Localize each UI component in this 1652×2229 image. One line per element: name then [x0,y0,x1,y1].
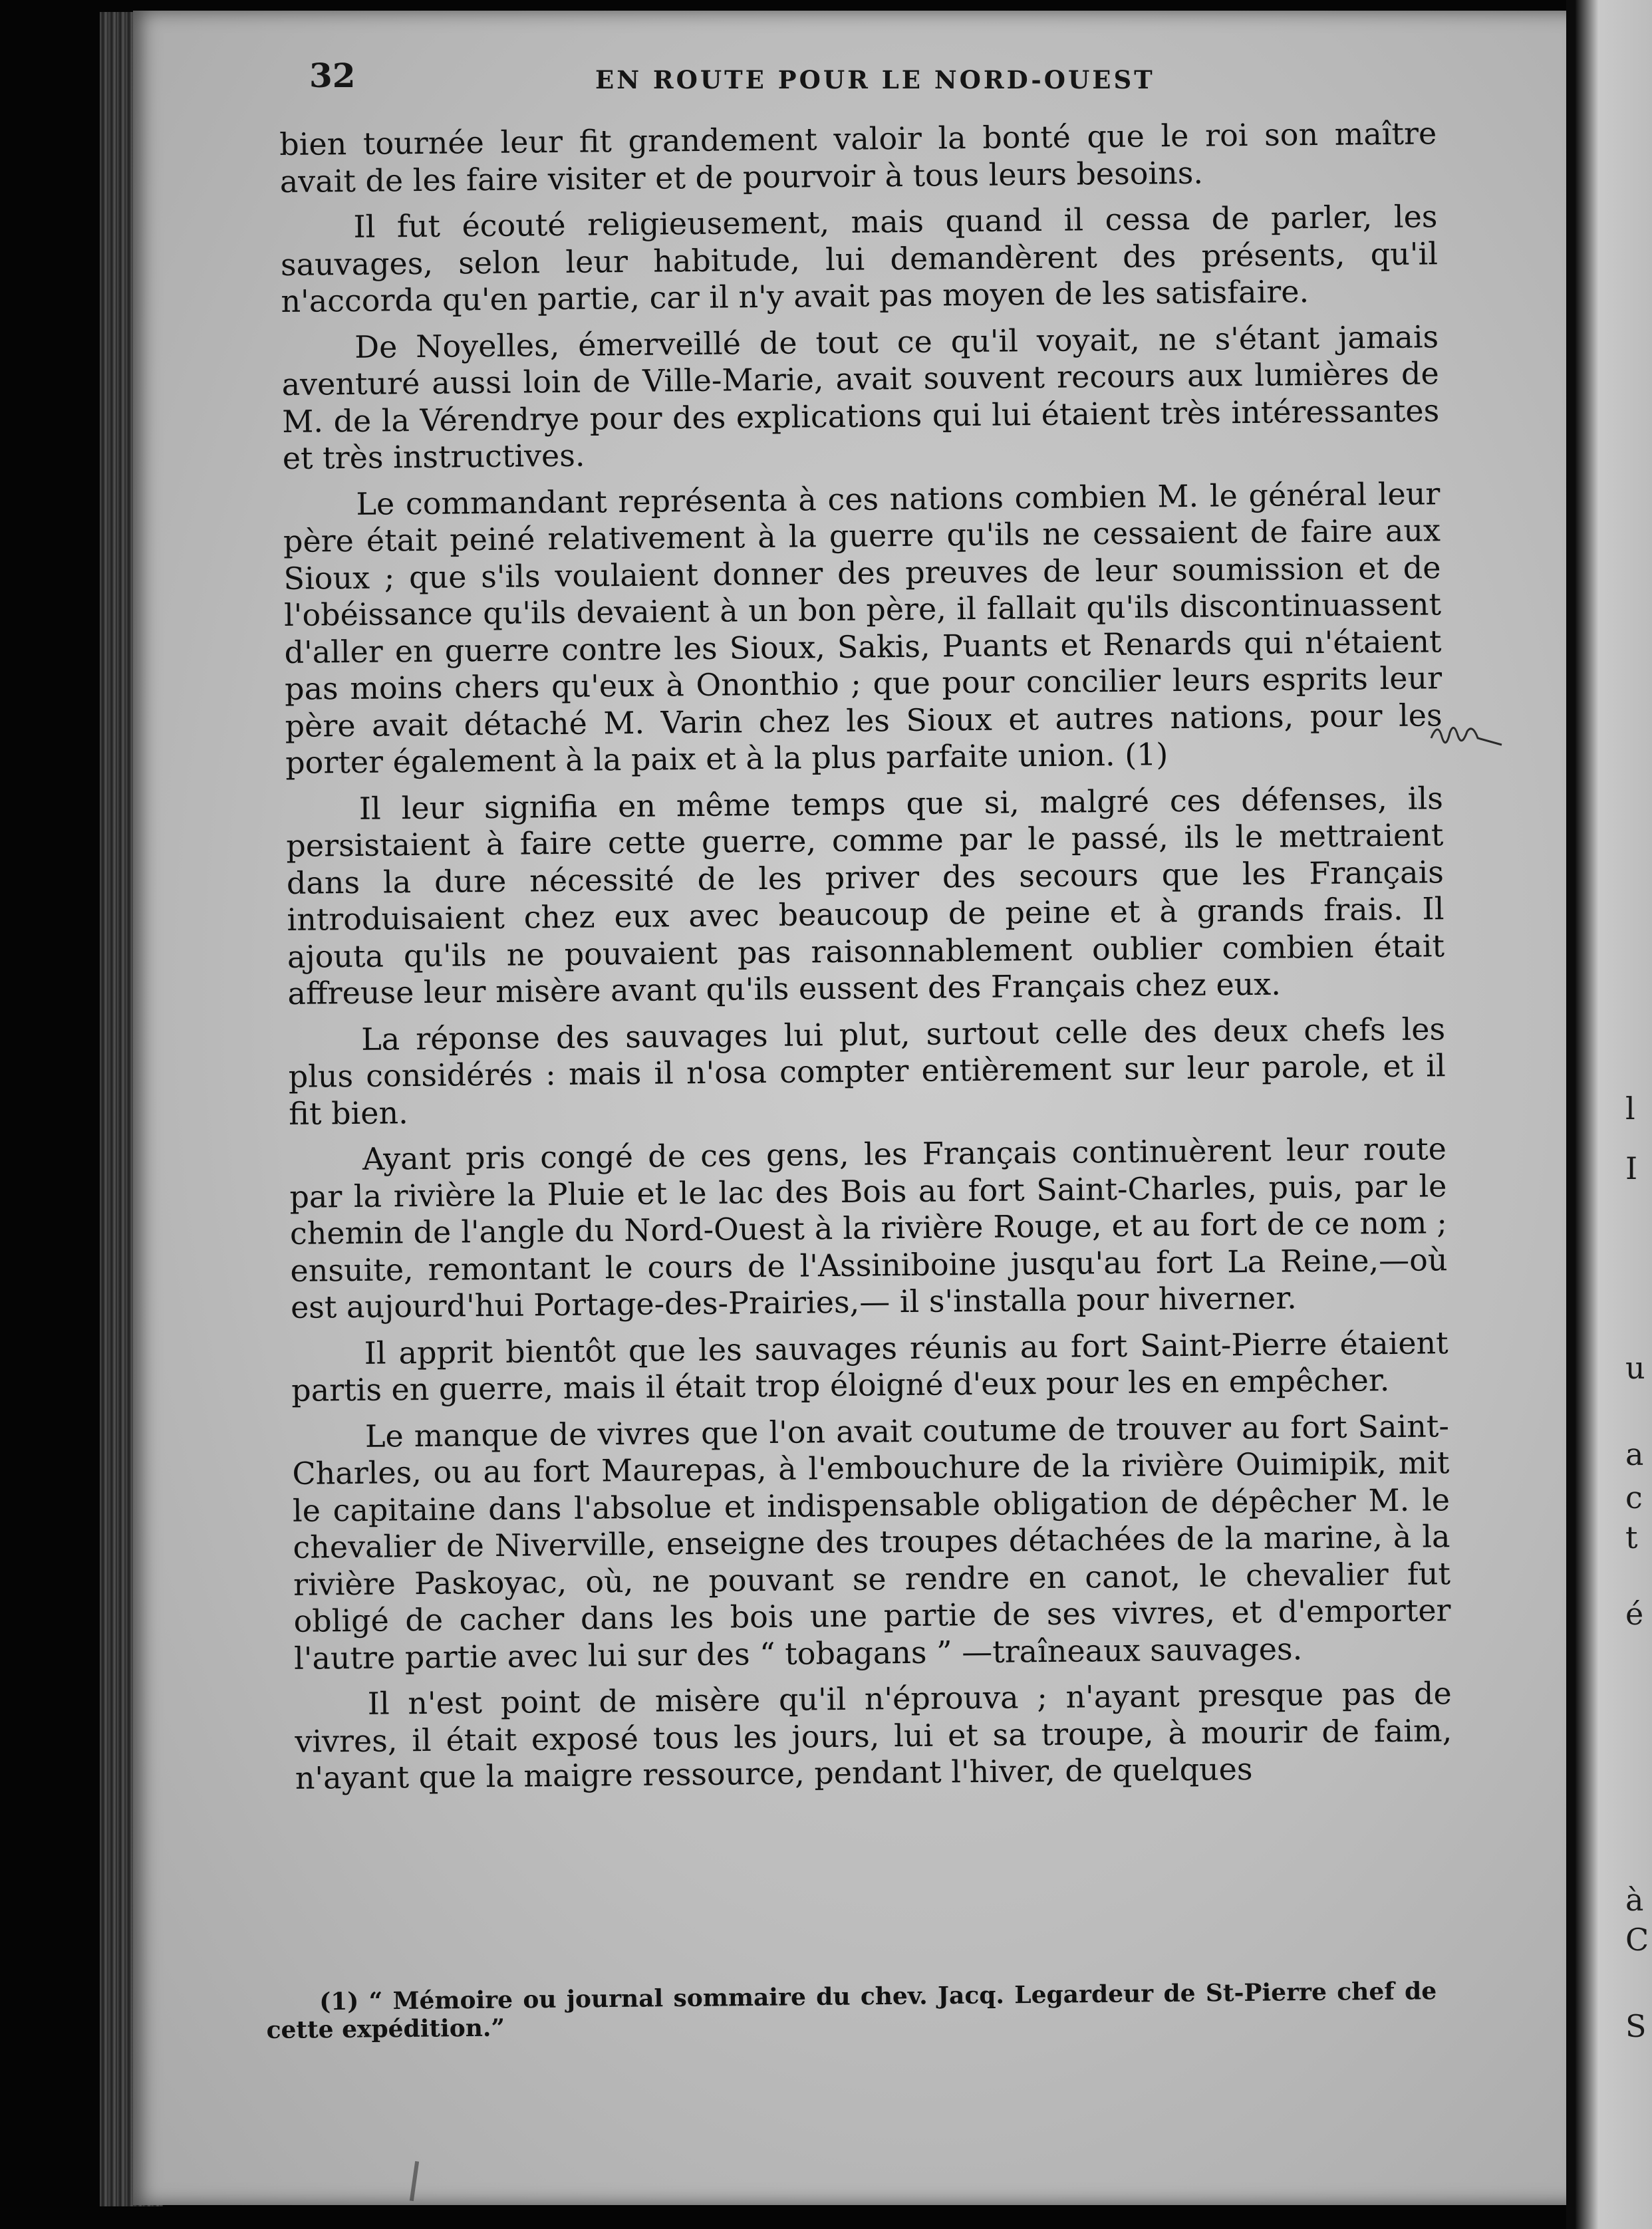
adjacent-letter: t [1625,1519,1638,1555]
paragraph: Le manque de vivres que l'on avait coutume de trouver au fort Saint-Charles, ou au fort Maurepas, à l'embouchure de la rivière Ouimipik, mit le capitaine dans l'absolue et indispensable obligation de dépêcher M. le chevalier de Niverville, enseigne des troupes détachées de la marine, à la rivière Paskoyac, où, ne pouvant se rendre en canot, le chevalier fut obligé de cacher dans les bois une partie de ses vivres, et d'emporter l'autre partie avec lui sur des “ tobagans ” —traîneaux sauvages. [292,1407,1451,1676]
paragraph: Ayant pris congé de ces gens, les Français continuèrent leur route par la rivière la Pluie et le lac des Bois au fort Saint-Charles, puis, par le chemin de l'angle du Nord-Ouest à la rivière Rouge, et au fort de ce nom ; ensuite, remontant le cours de l'Assiniboine jusqu'au fort La Reine,—où est aujourd'hui Portage-des-Prairies,— il s'installa pour hiverner. [289,1130,1448,1325]
body-text [279,115,1452,1806]
paragraph: De Noyelles, émerveillé de tout ce qu'il voyait, ne s'étant jamais aventuré aussi loin de Ville-Marie, avait souvent recours aux lumières de M. de la Vérendrye pour des explications qui lui étaient très intéressantes et très instructives. [281,318,1440,476]
handwritten-margin-mark [1430,718,1503,751]
page-number: 32 [309,56,356,95]
paragraph: Il apprit bientôt que les sauvages réunis au fort Saint-Pierre étaient partis en guerre, mais il était trop éloigné d'eux pour les en empêcher. [291,1324,1448,1408]
paragraph: Il fut écouté religieusement, mais quand il cessa de parler, les sauvages, selon leur habitude, lui demandèrent des présents, qu'il n'accorda qu'en partie, car il n'y avait pas moyen de les satisfaire. [280,198,1439,319]
adjacent-letter: c [1625,1480,1643,1515]
adjacent-page-letters [1623,0,1652,2229]
page-header [309,56,1506,116]
adjacent-letter: a [1625,1436,1644,1472]
adjacent-letter: S [1625,2008,1647,2044]
footnote: (1) “ Mémoire ou journal sommaire du chev. Jacq. Legardeur de St-Pierre chef de cette expédition.” [266,1977,1437,2044]
paragraph: Il leur signifia en même temps que si, malgré ces défenses, ils persistaient à faire cette guerre, comme par le passé, ils le mettraient dans la dure nécessité de les priver des secours que les Français introduisaient chez eux avec beaucoup de peine et à grands frais. Il ajouta qu'ils ne pouvaient pas raisonnablement oublier combien était affreuse leur misère avant qu'ils eussent des Français chez eux. [286,779,1445,1011]
adjacent-letter: l [1625,1091,1635,1126]
adjacent-letter: u [1625,1350,1645,1386]
adjacent-letter: é [1625,1596,1644,1632]
paragraph: La réponse des sauvages lui plut, surtout celle des deux chefs les plus considérés : mais il n'osa compter entièrement sur leur parole, et il fit bien. [288,1010,1446,1132]
adjacent-letter: à [1625,1882,1644,1918]
running-head: EN ROUTE POUR LE NORD-OUEST [595,65,1155,94]
paragraph: bien tournée leur fit grandement valoir la bonté que le roi son maître avait de les faire visiter et de pourvoir à tous leurs besoins. [279,115,1437,199]
adjacent-letter: C [1625,1922,1649,1958]
paragraph: Il n'est point de misère qu'il n'éprouva ; n'ayant presque pas de vivres, il était exposé tous les jours, lui et sa troupe, à mourir de faim, n'ayant que la maigre ressource, pendant l'hiver, de quelques [295,1675,1452,1796]
book-gutter [1566,0,1576,2229]
adjacent-letter: I [1625,1150,1638,1186]
paragraph: Le commandant représenta à ces nations combien M. le général leur père était peiné relativement à la guerre qu'ils ne cessaient de faire aux Sioux ; que s'ils voulaient donner des preuves de leur soumission et de l'obéissance qu'ils devaient à un bon père, il fallait qu'ils discontinuassent d'aller en guerre contre les Sioux, Sakis, Puants et Renards qui n'étaient pas moins chers qu'eux à Ononthio ; que pour concilier leurs esprits leur père avait détaché M. Varin chez les Sioux et autres nations, pour les porter également à la paix et à la plus parfaite union. (1) [283,475,1443,781]
